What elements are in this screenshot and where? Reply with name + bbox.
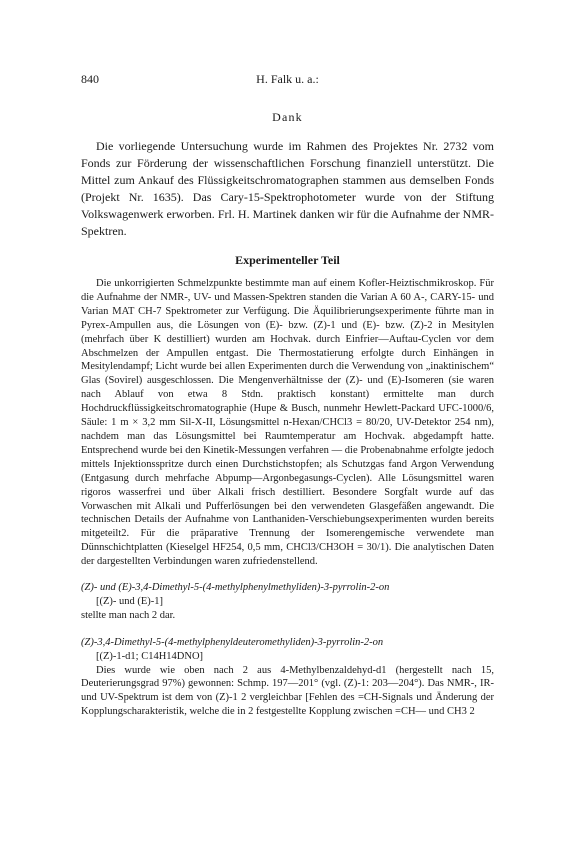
- compound1-title: (Z)- und (E)-3,4-Dimethyl-5-(4-methylphenylmethyliden)-3-pyrrolin-2-on: [81, 582, 390, 594]
- page: [81, 72, 494, 719]
- compound1-subtitle: [(Z)- und (E)-1]: [96, 595, 164, 607]
- experimental-paragraph: Die unkorrigierten Schmelzpunkte bestimmte man auf einem Kofler-Heiztischmikroskop. Für die Aufnahme der NMR-, UV- und Massen-Spektren standen die Varian A 60 A-, CARY-15- und Varian MAT CH-7 Spektrometer zur Verfügung. Die Äquilibrierungsexperimente führte man in Pyrex-Ampullen aus, die Lösungen von (E)- bzw. (Z)-1 und (E)- bzw. (Z)-2 in Mesitylen (mehrfach über K destilliert) wurden am Hochvak. durch Einfrier—Auftau-Cyclen vor dem Abschmelzen der Ampullen entgast. Die Thermostatierung erfolgte durch Einhängen in Mesitylendampf; Licht wurde bei allen Experimenten durch die Verwendung von „inaktinischem“ Glas (Sovirel) ausgeschlossen. Die Mengenverhältnisse der (Z)- und (E)-Isomeren (sie waren nach Ablauf von etwa 8 Stdn. praktisch konstant) ermittelte man durch Hochdruckflüssigkeitschromatographie (Hupe & Busch, nunmehr Hewlett-Packard UFC-1000/6, Säule: 1 m × 3,2 mm Sil-X-II, Lösungsmittel n-Hexan/CHCl3 = 80/20, UV-Detektor 254 nm), nachdem man das Lösungsmittel bei Raumtemperatur am Hochvak. abgedampft hatte. Entsprechend wurde bei den Kinetik-Messungen verfahren — die Probenabnahme erfolgte jedoch mittels Injektionsspritze durch einen Durchstichstopfen; als Schutzgas fand Argon Verwendung (Entgasung durch mehrfache Abpump—Argonbegasungs-Cyclen). Alle Lösungsmittel waren rigoros wasserfrei und über Alkali frisch destilliert. Besondere Sorgfalt wurde auf das Vorwaschen mit Alkali und Pufferlösungen bei den verwendeten Glasgefäßen angewandt. Die technischen Details der Aufnahme von Lanthaniden-Verschiebungsexperimenten wurden bereits mitgeteilt2. Für die präparative Trennung der Isomerengemische verwendete man Dünnschichtplatten (Kieselgel HF254, 0,5 mm, CHCl3/CH3OH = 30/1). Die analytischen Daten der dargestellten Verbindungen waren zufriedenstellend.: [81, 278, 494, 568]
- compound2-paragraph: Dies wurde wie oben nach 2 aus 4-Methylbenzaldehyd-d1 (hergestellt nach 15, Deuterierungsgrad 97%) gewonnen: Schmp. 197—201° (vgl. (Z)-1: 203—204°). Das NMR-, IR- und UV-Spektrum ist dem von (Z)-1 2 vergleichbar [Fehlen des =CH-Signals und Änderung der Kopplungscharakteristik, welche die in 2 festgestellte Kopplung zwischen =CH— und CH3 2: [81, 664, 494, 718]
- compound2-title: (Z)-3,4-Dimethyl-5-(4-methylphenyldeuteromethyliden)-3-pyrrolin-2-on: [81, 636, 384, 648]
- acknowledgement-paragraph: Die vorliegende Untersuchung wurde im Rahmen des Projektes Nr. 2732 vom Fonds zur Förderung der wissenschaftlichen Forschung finanziell unterstützt. Die Mittel zum Ankauf des Flüssigkeitschromatographen stammen aus demselben Fonds (Projekt Nr. 1635). Das Cary-15-Spektrophotometer wurde von der Stiftung Volkswagenwerk erworben. Frl. H. Martinek danken wir für die Aufnahme der NMR-Spektren.: [81, 139, 494, 238]
- acknowledgement-title: Dank: [272, 110, 303, 124]
- page-number: 840: [81, 72, 99, 86]
- page-header: [81, 72, 494, 88]
- compound2-subtitle: [(Z)-1-d1; C14H14DNO]: [96, 650, 204, 662]
- running-head: H. Falk u. a.:: [256, 72, 319, 86]
- experimental-title: Experimenteller Teil: [235, 253, 340, 267]
- compound1-text: stellte man nach 2 dar.: [81, 609, 176, 621]
